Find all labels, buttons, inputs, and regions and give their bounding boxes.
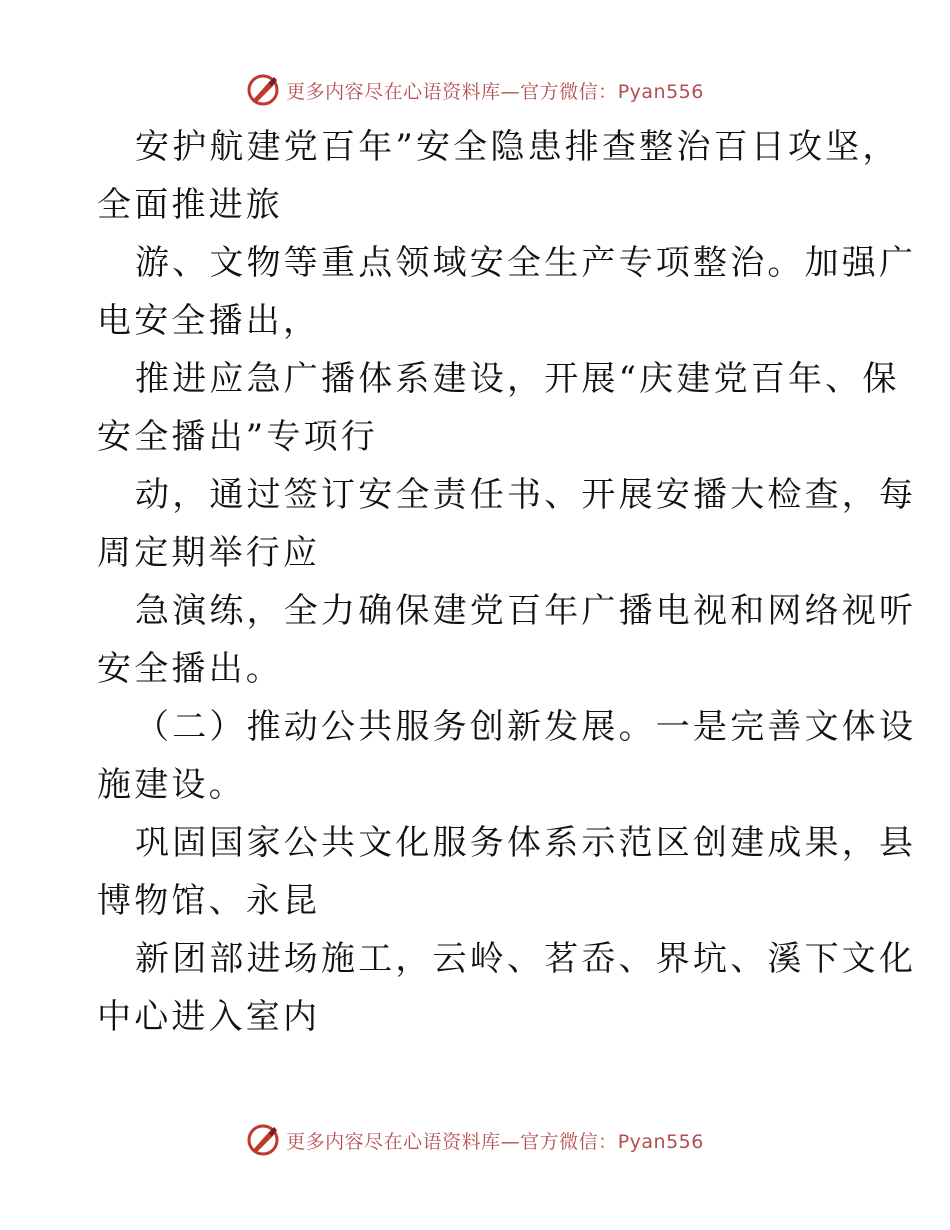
paragraph-line: 安全播出”专项行 (97, 417, 378, 457)
paragraph-line: 中心进入室内 (97, 997, 321, 1037)
paragraph-line: 安全播出。 (97, 649, 283, 689)
banner-wechat-label: 官方微信： (520, 1130, 618, 1153)
banner-wechat-id: Pyan556 (617, 1130, 704, 1153)
paragraph-line: 动，通过签订安全责任书、开展安播大检查，每 (135, 475, 917, 515)
banner-wechat-label: 官方微信： (520, 80, 618, 103)
paragraph-line: 推进应急广播体系建设，开展“庆建党百年、保 (135, 359, 900, 399)
paragraph-line: 电安全播出， (97, 301, 321, 341)
paragraph-line: 施建设。 (97, 765, 246, 805)
paragraph-line: 巩固国家公共文化服务体系示范区创建成果，县 (135, 823, 917, 863)
paragraph-4 (97, 466, 917, 582)
paragraph-1 (97, 118, 900, 234)
paragraph-line: 全面推进旅 (97, 185, 283, 225)
paragraph-3 (97, 350, 900, 466)
document-body (97, 118, 917, 1046)
pen-logo-icon (246, 73, 280, 107)
banner-site-text: 更多内容尽在心语资料库 (286, 1130, 501, 1153)
paragraph-5 (97, 582, 917, 698)
banner-separator: — (500, 80, 521, 103)
paragraph-7 (97, 814, 917, 930)
banner-site-text: 更多内容尽在心语资料库 (286, 80, 501, 103)
footer-banner (0, 1120, 950, 1160)
pen-logo-icon (246, 1123, 280, 1157)
paragraph-line: 博物馆、永昆 (97, 881, 321, 921)
paragraph-8 (97, 930, 917, 1046)
paragraph-2 (97, 234, 917, 350)
paragraph-line: 周定期举行应 (97, 533, 321, 573)
paragraph-line: 新团部进场施工，云岭、茗岙、界坑、溪下文化 (135, 939, 917, 979)
banner-separator: — (500, 1130, 521, 1153)
paragraph-line: （二）推动公共服务创新发展。一是完善文体设 (135, 707, 917, 747)
paragraph-6 (97, 698, 917, 814)
paragraph-line: 急演练，全力确保建党百年广播电视和网络视听 (135, 591, 917, 631)
paragraph-line: 游、文物等重点领域安全生产专项整治。加强广 (135, 243, 917, 283)
paragraph-line: 安护航建党百年”安全隐患排查整治百日攻坚， (135, 127, 900, 167)
banner-wechat-id: Pyan556 (617, 80, 704, 103)
header-banner (0, 70, 950, 110)
